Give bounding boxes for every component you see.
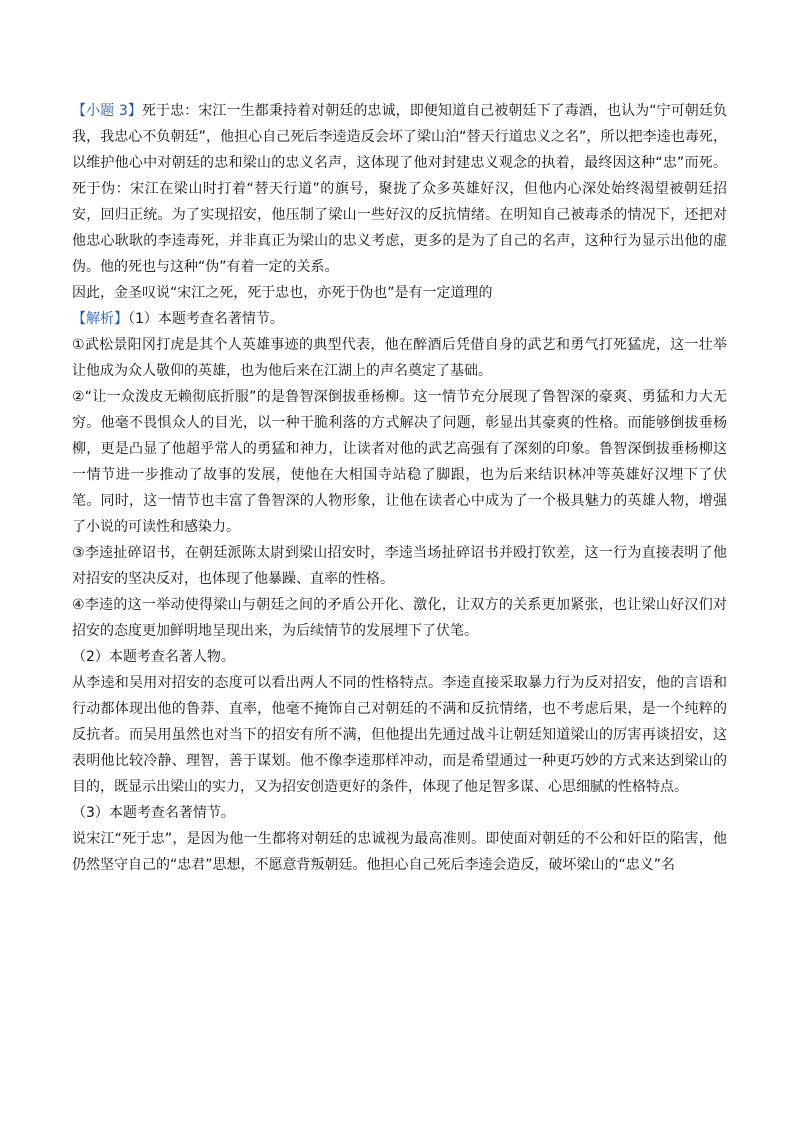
analysis-heading — [72, 306, 727, 332]
analysis-paragraph-4: ④李逵的这一举动使得梁山与朝廷之间的矛盾公开化、激化，让双方的关系更加紧张，也让梁山好汉们对招安的态度更加鲜明地呈现出来，为后续情节的发展埋下了伏笔。 — [72, 597, 727, 639]
analysis-paragraph-5: 从李逵和吴用对招安的态度可以看出两人不同的性格特点。李逵直接采取暴力行为反对招安，他的言语和行动都体现出他的鲁莽、直率，他毫不掩饰自己对朝廷的不满和反抗情绪，也不考虑后果，是一个纯粹的反抗者。而吴用虽然也对当下的招安有所不满，但他提出先通过战斗让朝廷知道梁山的厉害再谈招安，这表明他比较冷静、理智，善于谋划。他不像李逵那样冲动，而是希望通过一种更巧妙的方式来达到梁山的目的，既显示出梁山的实力，又为招安创造更好的条件，体现了他足智多谋、心思细腻的性格特点。 — [72, 675, 727, 795]
part1-intro: （1）本题考查名著情节。 — [128, 311, 284, 327]
q3-answer-paragraph — [72, 98, 727, 280]
analysis-label: 【解析】 — [72, 311, 128, 327]
analysis-paragraph-2: ②“让一众泼皮无赖彻底折服”的是鲁智深倒拔垂杨柳。这一情节充分展现了鲁智深的豪爽、勇猛和力大无穷。他毫不畏惧众人的目光，以一种干脆利落的方式解决了问题，彰显出其豪爽的性格。而能够倒拔垂杨柳，更是凸显了他超乎常人的勇猛和神力，让读者对他的武艺高强有了深刻的印象。鲁智深倒拔垂杨柳这一情节进一步推动了故事的发展，使他在大相国寺站稳了脚跟，也为后来结识林冲等英雄好汉埋下了伏笔。同时，这一情节也丰富了鲁智深的人物形象，让他在读者心中成为了一个极具魅力的英雄人物，增强了小说的可读性和感染力。 — [72, 389, 727, 535]
document-body — [72, 98, 727, 878]
q3-label: 【小题 3】 — [72, 103, 142, 119]
analysis-paragraph-6: 说宋江“死于忠”，是因为他一生都将对朝廷的忠诚视为最高准则。即使面对朝廷的不公和奸臣的陷害，他仍然坚守自己的“忠君”思想，不愿意背叛朝廷。他担心自己死后李逵会造反，破坏梁山的“忠义”名 — [72, 831, 727, 873]
analysis-paragraph-3: ③李逵扯碎诏书，在朝廷派陈太尉到梁山招安时，李逵当场扯碎诏书并殴打钦差，这一行为直接表明了他对招安的坚决反对，也体现了他暴躁、直率的性格。 — [72, 545, 727, 587]
part2-intro: （2）本题考查名著人物。 — [72, 649, 235, 665]
analysis-paragraph-1: ①武松景阳冈打虎是其个人英雄事迹的典型代表，他在醉酒后凭借自身的武艺和勇气打死猛虎，这一壮举让他成为众人敬仰的英雄，也为他后来在江湖上的声名奠定了基础。 — [72, 337, 727, 379]
conclusion-paragraph: 因此，金圣叹说“宋江之死，死于忠也，亦死于伪也”是有一定道理的 — [72, 285, 493, 301]
part3-intro: （3）本题考查名著情节。 — [72, 805, 235, 821]
q3-answer-text: 死于忠：宋江一生都秉持着对朝廷的忠诚，即便知道自己被朝廷下了毒酒，也认为“宁可朝廷负我，我忠心不负朝廷”，他担心自己死后李逵造反会坏了梁山泊“替天行道忠义之名”，所以把李逵也毒死，以维护他心中对朝廷的忠和梁山的忠义名声，这体现了他对封建忠义观念的执着，最终因这种“忠”而死。死于伪：宋江在梁山时打着“替天行道”的旗号，聚拢了众多英雄好汉，但他内心深处始终渴望被朝廷招安，回归正统。为了实现招安，他压制了梁山一些好汉的反抗情绪。在明知自己被毒杀的情况下，还把对他忠心耿耿的李逵毒死，并非真正为梁山的忠义考虑，更多的是为了自己的名声，这种行为显示出他的虚伪。他的死也与这种“伪”有着一定的关系。 — [72, 103, 727, 275]
